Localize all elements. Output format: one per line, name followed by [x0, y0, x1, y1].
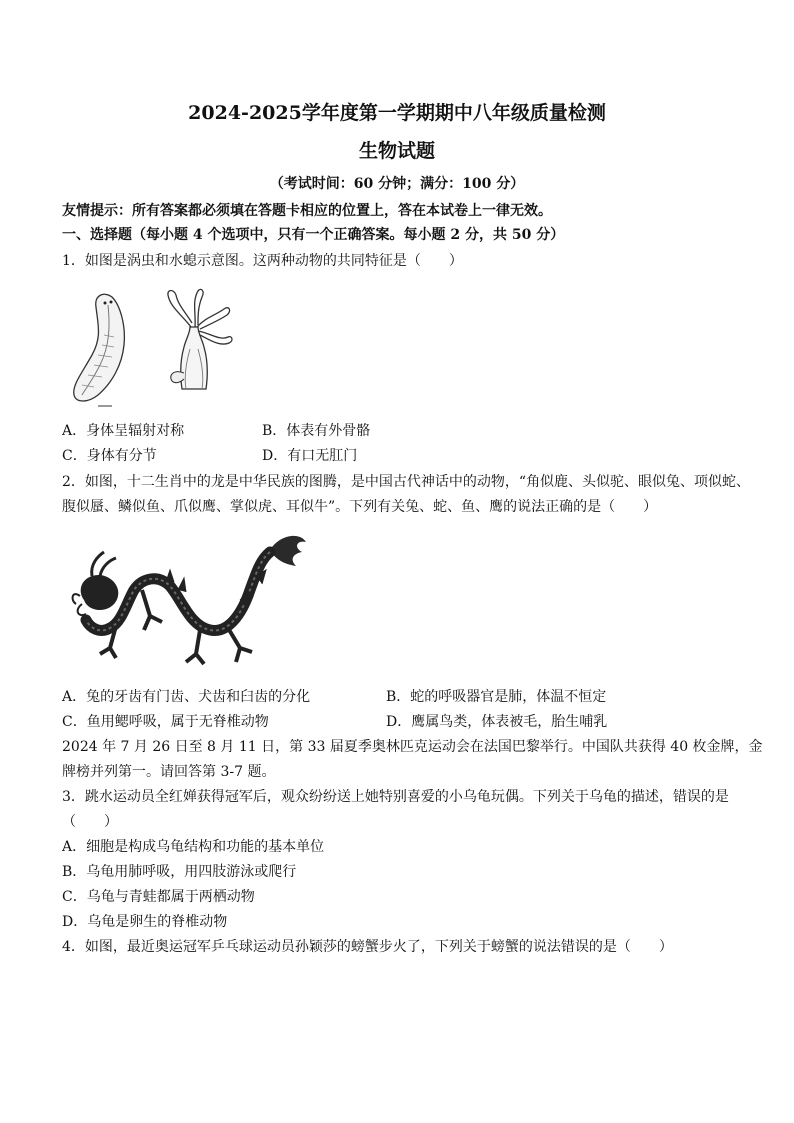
q4-stem: 4．如图，最近奥运冠军乒乓球运动员孙颖莎的螃蟹步火了，下列关于螃蟹的说法错误的是（ ） [62, 939, 673, 955]
exam-info: （考试时间：60 分钟；满分：100 分） [269, 176, 525, 192]
hydra-icon [168, 289, 232, 389]
dragon-icon [73, 536, 306, 664]
notice: 友情提示：所有答案都必须填在答题卡相应的位置上，答在本试卷上一律无效。 [62, 203, 552, 219]
section-heading: 一、选择题（每小题 4 个选项中，只有一个正确答案。每小题 2 分，共 50 分） [62, 227, 565, 243]
q1-stem: 1．如图是涡虫和水螅示意图。这两种动物的共同特征是（ ） [62, 253, 463, 269]
q1-option-c[interactable]: C．身体有分节 [62, 448, 157, 464]
exam-title: 2024-2025学年度第一学期期中八年级质量检测 [188, 102, 606, 124]
q1-figure [64, 285, 244, 411]
q2-option-a[interactable]: A．兔的牙齿有门齿、犬齿和臼齿的分化 [62, 689, 311, 705]
q2-figure [70, 530, 310, 675]
q3-stem-line2: （ ） [62, 814, 118, 830]
q2-stem-line2: 腹似蜃、鳞似鱼、爪似鹰、掌似虎、耳似牛”。下列有关兔、蛇、鱼、鹰的说法正确的是（ ） [62, 499, 658, 515]
q2-stem-line1: 2．如图，十二生肖中的龙是中华民族的图腾，是中国古代神话中的动物，“角似鹿、头似驼、眼似兔、项似蛇、 [62, 474, 751, 490]
q3-option-a[interactable]: A．细胞是构成乌龟结构和功能的基本单位 [62, 839, 325, 855]
q3-option-d[interactable]: D．乌龟是卵生的脊椎动物 [62, 914, 228, 930]
flatworm-icon [74, 294, 125, 406]
q2-option-d[interactable]: D．鹰属鸟类，体表被毛，胎生哺乳 [386, 714, 608, 730]
q2-option-c[interactable]: C．鱼用鳃呼吸，属于无脊椎动物 [62, 714, 269, 730]
q1-option-b[interactable]: B．体表有外骨骼 [262, 423, 371, 439]
q2-option-b[interactable]: B．蛇的呼吸器官是肺，体温不恒定 [386, 689, 607, 705]
q3-stem-line1: 3．跳水运动员全红婵获得冠军后，观众纷纷送上她特别喜爱的小乌龟玩偶。下列关于乌龟的描述，错误的是 [62, 789, 729, 805]
context-line1: 2024 年 7 月 26 日至 8 月 11 日，第 33 届夏季奥林匹克运动会在法国巴黎举行。中国队共获得 40 枚金牌，金 [62, 739, 763, 755]
q1-option-a[interactable]: A．身体呈辐射对称 [62, 423, 185, 439]
q3-option-c[interactable]: C．乌龟与青蛙都属于两栖动物 [62, 889, 255, 905]
q1-option-d[interactable]: D．有口无肛门 [262, 448, 358, 464]
context-line2: 牌榜并列第一。请回答第 3-7 题。 [62, 764, 276, 780]
q3-option-b[interactable]: B．乌龟用肺呼吸，用四肢游泳或爬行 [62, 864, 297, 880]
subject-title: 生物试题 [358, 140, 435, 162]
